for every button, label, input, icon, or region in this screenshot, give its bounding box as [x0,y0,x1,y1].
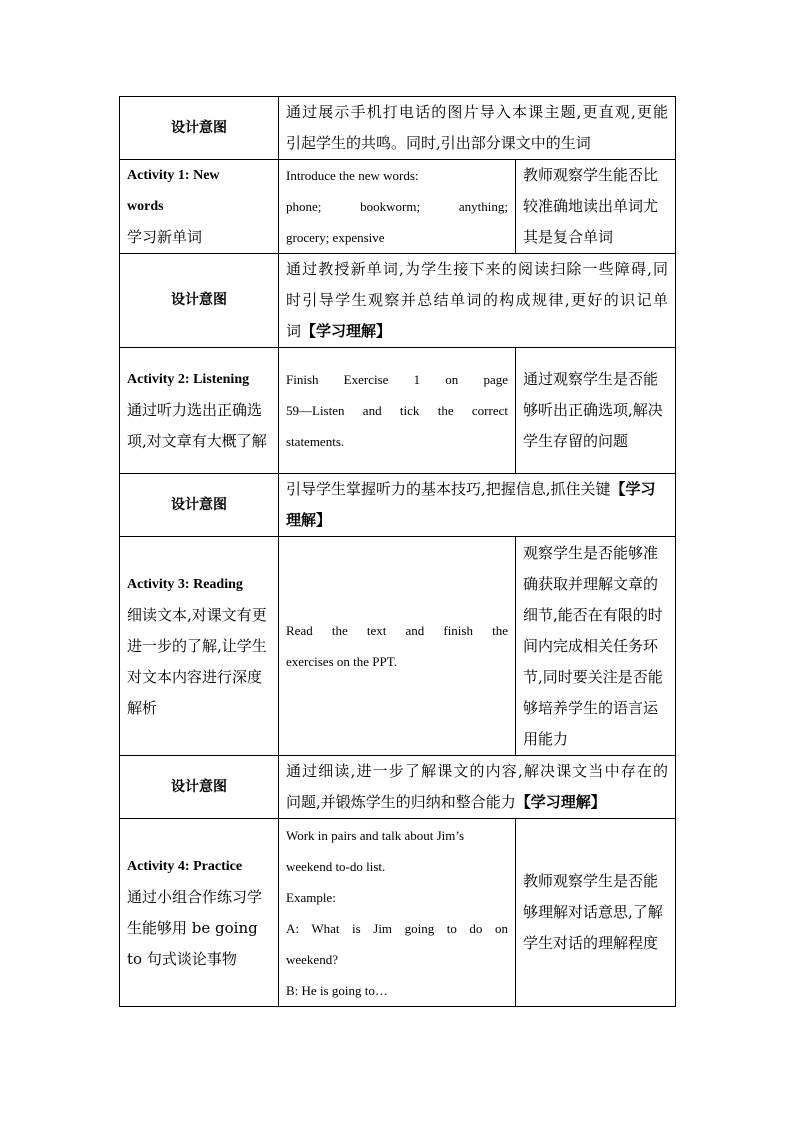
activity-content: Introduce the new words: phone; bookworm; anything; grocery; expensive [279,160,516,254]
activity-name-cell [120,537,279,756]
activity-assessment: 教师观察学生是否能够理解对话意思,了解学生对话的理解程度 [516,819,676,1007]
activity-content: Read the text and finish the exercises on the PPT. [279,537,516,756]
activity-desc: 通过小组合作练习学生能够用 be going to 句式谈论事物 [127,887,263,968]
intent-row-4 [120,756,676,819]
activity-assessment: 教师观察学生能否比较准确地读出单词尤其是复合单词 [516,160,676,254]
intent-label: 设计意图 [120,97,279,160]
intent-text: 引导学生掌握听力的基本技巧,把握信息,抓住关键【学习理解】 [279,474,676,537]
activity-title: Activity 3: Reading [127,576,243,592]
activity-name-cell [120,348,279,474]
intent-label: 设计意图 [120,756,279,819]
intent-tag: 【学习理解】 [286,480,656,529]
intent-text: 通过教授新单词,为学生接下来的阅读扫除一些障碍,同 时引导学生观察并总结单词的构成规律,更好的识记单 词【学习理解】 [279,254,676,348]
activity-title: words [127,199,164,214]
intent-tag: 【学习理解】 [515,793,606,811]
intent-row-2 [120,254,676,348]
intent-tag: 【学习理解】 [301,322,392,340]
intent-text: 通过细读,进一步了解课文的内容,解决课文当中存在的 问题,并锻炼学生的归纳和整合能力【学习理解】 [279,756,676,819]
activity-row-4 [120,819,676,1007]
activity-assessment: 通过观察学生是否能够听出正确选项,解决学生存留的问题 [516,348,676,474]
activity-row-1 [120,160,676,254]
activity-title: Activity 4: Practice [127,858,243,874]
activity-desc: 通过听力选出正确选项,对文章有大概了解 [127,401,267,450]
intent-label: 设计意图 [120,474,279,537]
activity-name-cell [120,160,279,254]
intent-label: 设计意图 [120,254,279,348]
activity-title: Activity 2: Listening [127,372,250,387]
activity-assessment: 观察学生是否能够准确获取并理解文章的细节,能否在有限的时间内完成相关任务环节,同时要关注是否能够培养学生的语言运用能力 [516,537,676,756]
lesson-plan-table [119,96,676,1007]
intent-text: 通过展示手机打电话的图片导入本课主题,更直观,更能 引起学生的共鸣。同时,引出部分课文中的生词 [279,97,676,160]
activity-row-3 [120,537,676,756]
activity-content: Finish Exercise 1 on page 59—Listen and tick the correct statements. [279,348,516,474]
intent-row-1 [120,97,676,160]
activity-desc: 学习新单词 [127,228,203,246]
activity-content: Work in pairs and talk about Jim’s weekend to-do list. Example: A: What is Jim going to do on weekend? B: He is going to… [279,819,516,1007]
activity-desc: 细读文本,对课文有更进一步的了解,让学生对文本内容进行深度解析 [127,605,267,717]
activity-title: Activity 1: New [127,168,220,183]
activity-row-2 [120,348,676,474]
activity-name-cell [120,819,279,1007]
intent-row-3 [120,474,676,537]
